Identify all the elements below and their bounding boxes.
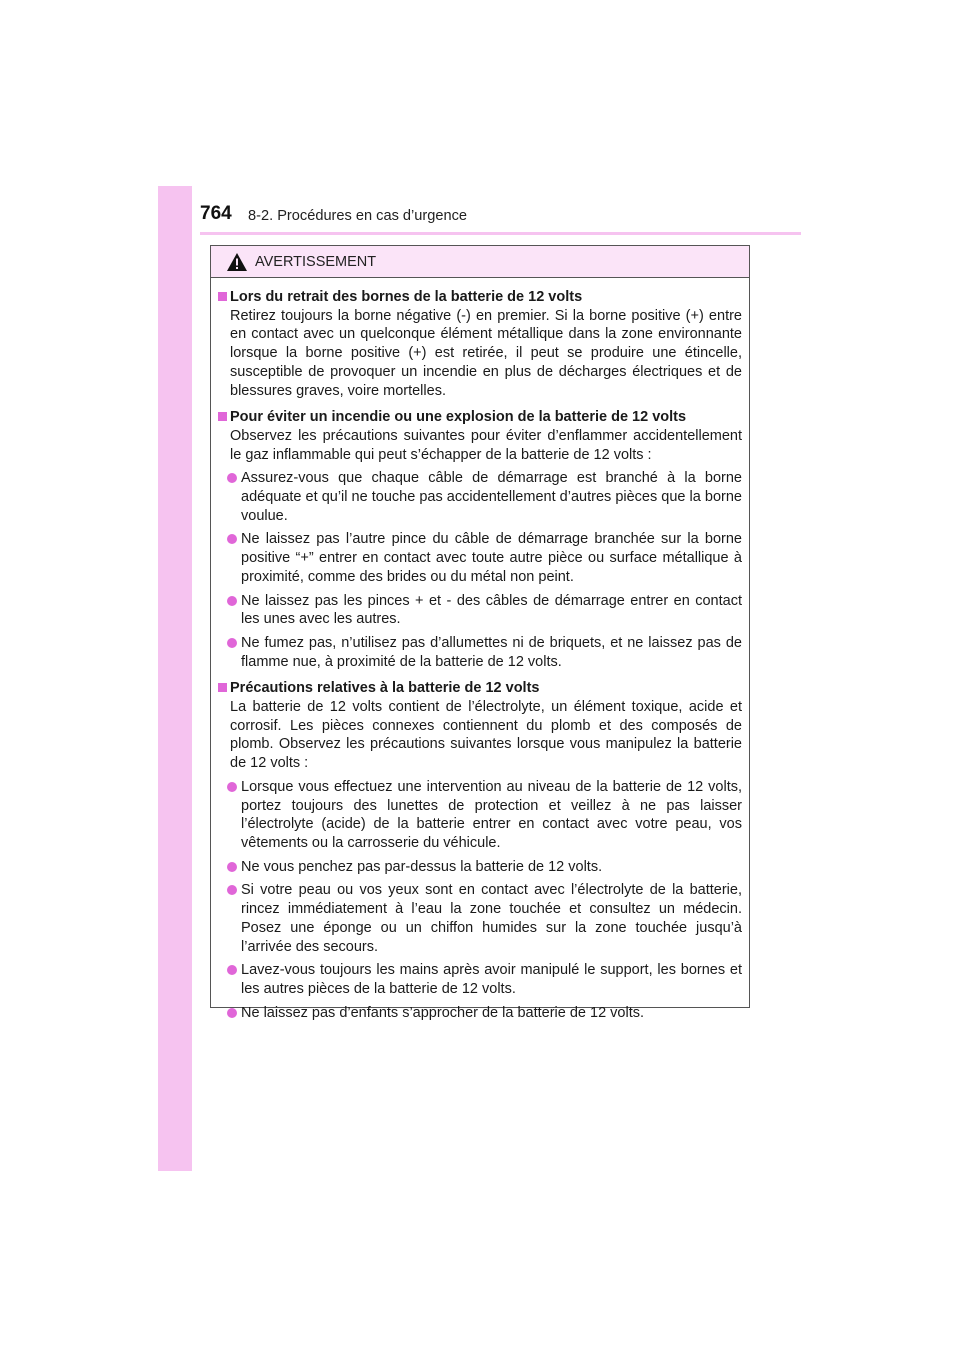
list-item-text: Lavez-vous toujours les mains après avoir manipulé le support, les bornes et les autres pièces de la batterie de 12 volts.	[241, 962, 742, 997]
list-item-text: Ne vous penchez pas par-dessus la batterie de 12 volts.	[241, 858, 603, 875]
section-heading	[218, 288, 742, 307]
section-heading-text: Lors du retrait des bornes de la batterie de 12 volts	[230, 289, 583, 305]
section-heading-text: Pour éviter un incendie ou une explosion de la batterie de 12 volts	[230, 409, 687, 426]
circle-bullet-icon	[227, 862, 237, 872]
header-rule	[200, 232, 801, 235]
section-paragraph: Retirez toujours la borne négative (-) en premier. Si la borne positive (+) entre en contact avec un quelconque élément métallique dans la zone environnante lorsque la borne positive (+) est retirée, il peut se produire une étincelle, susceptible de provoquer un incendie en plus de décharges électriques et de blessures graves, voire mortelles.	[230, 307, 742, 399]
section-heading	[218, 408, 742, 427]
chapter-title: 8-2. Procédures en cas d’urgence	[248, 208, 468, 224]
square-bullet-icon	[218, 683, 227, 692]
list-item	[218, 1004, 742, 1023]
circle-bullet-icon	[227, 782, 237, 792]
circle-bullet-icon	[227, 638, 237, 648]
warning-box	[210, 245, 750, 1021]
warning-header	[211, 246, 749, 278]
circle-bullet-icon	[227, 1008, 237, 1018]
list-item-text: Ne laissez pas les pinces + et - des câbles de démarrage entrer en contact les unes avec les autres.	[241, 592, 742, 628]
list-item	[218, 530, 742, 586]
list-item	[218, 961, 742, 998]
list-item-text: Ne laissez pas d’enfants s’approcher de la batterie de 12 volts.	[241, 1004, 645, 1021]
warning-triangle-icon	[226, 252, 248, 272]
list-item-text: Ne laissez pas l’autre pince du câble de démarrage branchée sur la borne positive “+” entrer en contact avec toute autre pièce ou surface métallique à proximité, comme des brides ou du métal non peint.	[241, 531, 742, 585]
circle-bullet-icon	[227, 534, 237, 544]
circle-bullet-icon	[227, 596, 237, 606]
side-color-strip	[158, 186, 192, 1171]
list-item-text: Lorsque vous effectuez une intervention au niveau de la batterie de 12 volts, portez toujours des lunettes de protection et veillez à ne pas laisser l’électrolyte (acide) de la batterie entrer en contact avec votre peau, vos vêtements ou la carrosserie du véhicule.	[241, 778, 742, 851]
list-item	[218, 858, 742, 877]
section-paragraph: La batterie de 12 volts contient de l’électrolyte, un élément toxique, acide et corrosif. Les pièces connexes contiennent du plomb et des composés de plomb. Observez les précautions suivantes lorsque vous manipulez la batterie de 12 volts :	[230, 699, 742, 772]
list-item	[218, 634, 742, 671]
section-heading	[218, 679, 742, 698]
page-number: 764	[200, 203, 232, 224]
section-paragraph: Observez les précautions suivantes pour éviter d’enflammer accidentellement le gaz inflammable qui peut s’échapper de la batterie de 12 volts :	[230, 427, 742, 463]
square-bullet-icon	[218, 292, 227, 301]
circle-bullet-icon	[227, 965, 237, 975]
list-item-text: Assurez-vous que chaque câble de démarrage est branché à la borne adéquate et qu’il ne touche pas accidentellement d’autres pièces que la borne voulue.	[241, 470, 742, 524]
list-item-text: Si votre peau ou vos yeux sont en contact avec l’électrolyte de la batterie, rincez immédiatement à l’eau la zone touchée et consultez un médecin. Posez une éponge ou un chiffon humides sur la zone touchée jusqu’à l’arrivée des secours.	[241, 882, 742, 955]
list-item	[218, 469, 742, 525]
warning-title: AVERTISSEMENT	[255, 254, 377, 270]
list-item	[218, 881, 742, 956]
section-heading-text: Précautions relatives à la batterie de 12 volts	[230, 680, 540, 697]
square-bullet-icon	[218, 412, 227, 421]
list-item	[218, 778, 742, 853]
list-item-text: Ne fumez pas, n’utilisez pas d’allumettes ni de briquets, et ne laissez pas de flamme nue, à proximité de la batterie de 12 volts.	[241, 634, 742, 670]
circle-bullet-icon	[227, 473, 237, 483]
warning-content	[211, 278, 749, 1022]
circle-bullet-icon	[227, 885, 237, 895]
list-item	[218, 592, 742, 629]
